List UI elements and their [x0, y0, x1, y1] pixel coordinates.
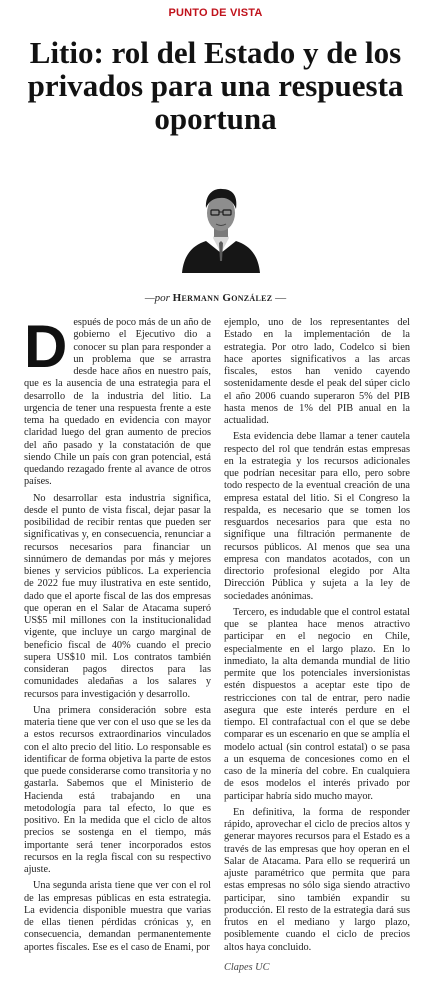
- paragraph: Tercero, es indudable que el control estatal que se plantea hace menos atractivo participar en el negocio en Chile, especialmente en el largo plazo. En lo inmediato, la alta demanda mundial de litio permite que los potenciales inversionistas estén dispuestos a aceptar este tipo de restricciones con tal de entrar, pero nadie asegura que este interés perdure en el tiempo. El contrafactual con el que se debe comparar es un escenario en que se amplía el modelo actual (sin control estatal) o se pasa a un esquema de concesiones como en el caso de la minería del cobre. En cualquiera de esos modelos el interés privado por participar habría sido mucho mayor.: [224, 606, 410, 802]
- paragraph: Una primera consideración sobre esta materia tiene que ver con el uso que se les da a estos recursos extraordinarios vinculados con el alto precio del litio. Lo responsable es identificar de forma objetiva la parte de estos que puede considerarse como transitoria y no gastarla. Sabemos que el Ministerio de Hacienda está trabajando en una metodología para tal efecto, lo que es positivo. En la medida que el ciclo de altos precios se sostenga en el tiempo, más importante será tener incorporados estos recursos en la regla fiscal con su respectivo ajuste.: [24, 704, 211, 875]
- left-column: [24, 313, 211, 958]
- right-column: [224, 317, 410, 978]
- paragraph: En definitiva, la forma de responder rápido, aprovechar el ciclo de precios altos y generar mayores recursos para el Estado es a través de las empresas que hoy operan en el Salar de Atacama. Para ello se requerirá un ajuste paramétrico que permita que para estas empresas no sólo siga siendo atractivo participar, sino también expandir su producción. El resto de la estrategia dará sus frutos en el mediano y largo plazo, posiblemente cuando el ciclo de precios altos haya concluido.: [224, 806, 410, 953]
- article-title: Litio: rol del Estado y de los privados para una respuesta oportuna: [27, 35, 404, 136]
- paragraph: No desarrollar esta industria significa, desde el punto de vista fiscal, dejar pasar la posibilidad de recibir rentas que pueden ser significativas y, en consecuencia, renunciar a recursos necesarios para financiar un sinnúmero de demandas por más y mejores bienes y servicios públicos. La experiencia de 2022 fue muy ilustrativa en este sentido, dado que el aporte fiscal de las dos empresas que operan en el Salar de Atacama superó US$5 mil millones con la institucionalidad vigente, que incluye un cargo marginal de beneficio fiscal de 40% cuando el precio supera US$10 mil. Los contratos también consideran pagos directos para las comunidades aledañas a los salares y recursos para investigación y desarrollo.: [24, 492, 211, 700]
- paragraph: Una segunda arista tiene que ver con el rol de las empresas públicas en esta estrategia. La evidencia disponible muestra que varias de ellas tienen pérdidas crónicas y, en consecuencia, demandan permanentemente aportes fiscales. Ese es el caso de Enami, por: [24, 880, 211, 953]
- paragraph: ejemplo, uno de los representantes del Estado en la implementación de la estrategia. Por otro lado, Codelco si bien hace aportes significativos a las arcas fiscales, estos han venido cayendo sostenidamente desde el peak del súper ciclo el año 2006 cuando superaron 5% del PIB hasta menos de 1% del PIB anual en la actualidad.: [224, 317, 410, 426]
- section-label: PUNTO DE VISTA: [168, 7, 263, 19]
- author-name: Hermann González: [172, 292, 273, 304]
- paragraph: [24, 313, 211, 489]
- paragraph-text: espués de poco más de un año de gobierno el Ejecutivo dio a conocer su plan para responder a un problema que se arrastra desde hace años en nuestro país, que es la ausencia de una estrategia para el desarrollo de la industria del litio. La urgencia de tener una respuesta frente a este tema ha quedado en evidencia con mayor claridad luego del gran aumento de precios del año pasado y la constatación de que siendo Chile un país con gran potencial, está quedando rezagado frente al avance de otros países.: [24, 317, 211, 488]
- drop-cap: D: [24, 313, 68, 380]
- paragraph: Esta evidencia debe llamar a tener cautela respecto del rol que tendrán estas empresas en la estrategia y los recursos adicionales que podrían necesitar para ello, pero sobre todo respecto de la eventual creación de una empresa estatal del litio. Si el Congreso la respalda, es necesario que se tomen los resguardos necesarios para que esta no signifique una filtración permanente de recursos públicos. Al menos que sea una empresa con mandatos acotados, con un directorio profesional elegido por Alta Dirección Pública y sujeta a la ley de sociedades anónimas.: [224, 431, 410, 602]
- byline-suffix: —: [275, 292, 287, 304]
- author-portrait: [180, 183, 262, 273]
- byline: [0, 292, 431, 304]
- credit-line: Clapes UC: [224, 961, 270, 973]
- byline-prefix: —por: [144, 292, 170, 304]
